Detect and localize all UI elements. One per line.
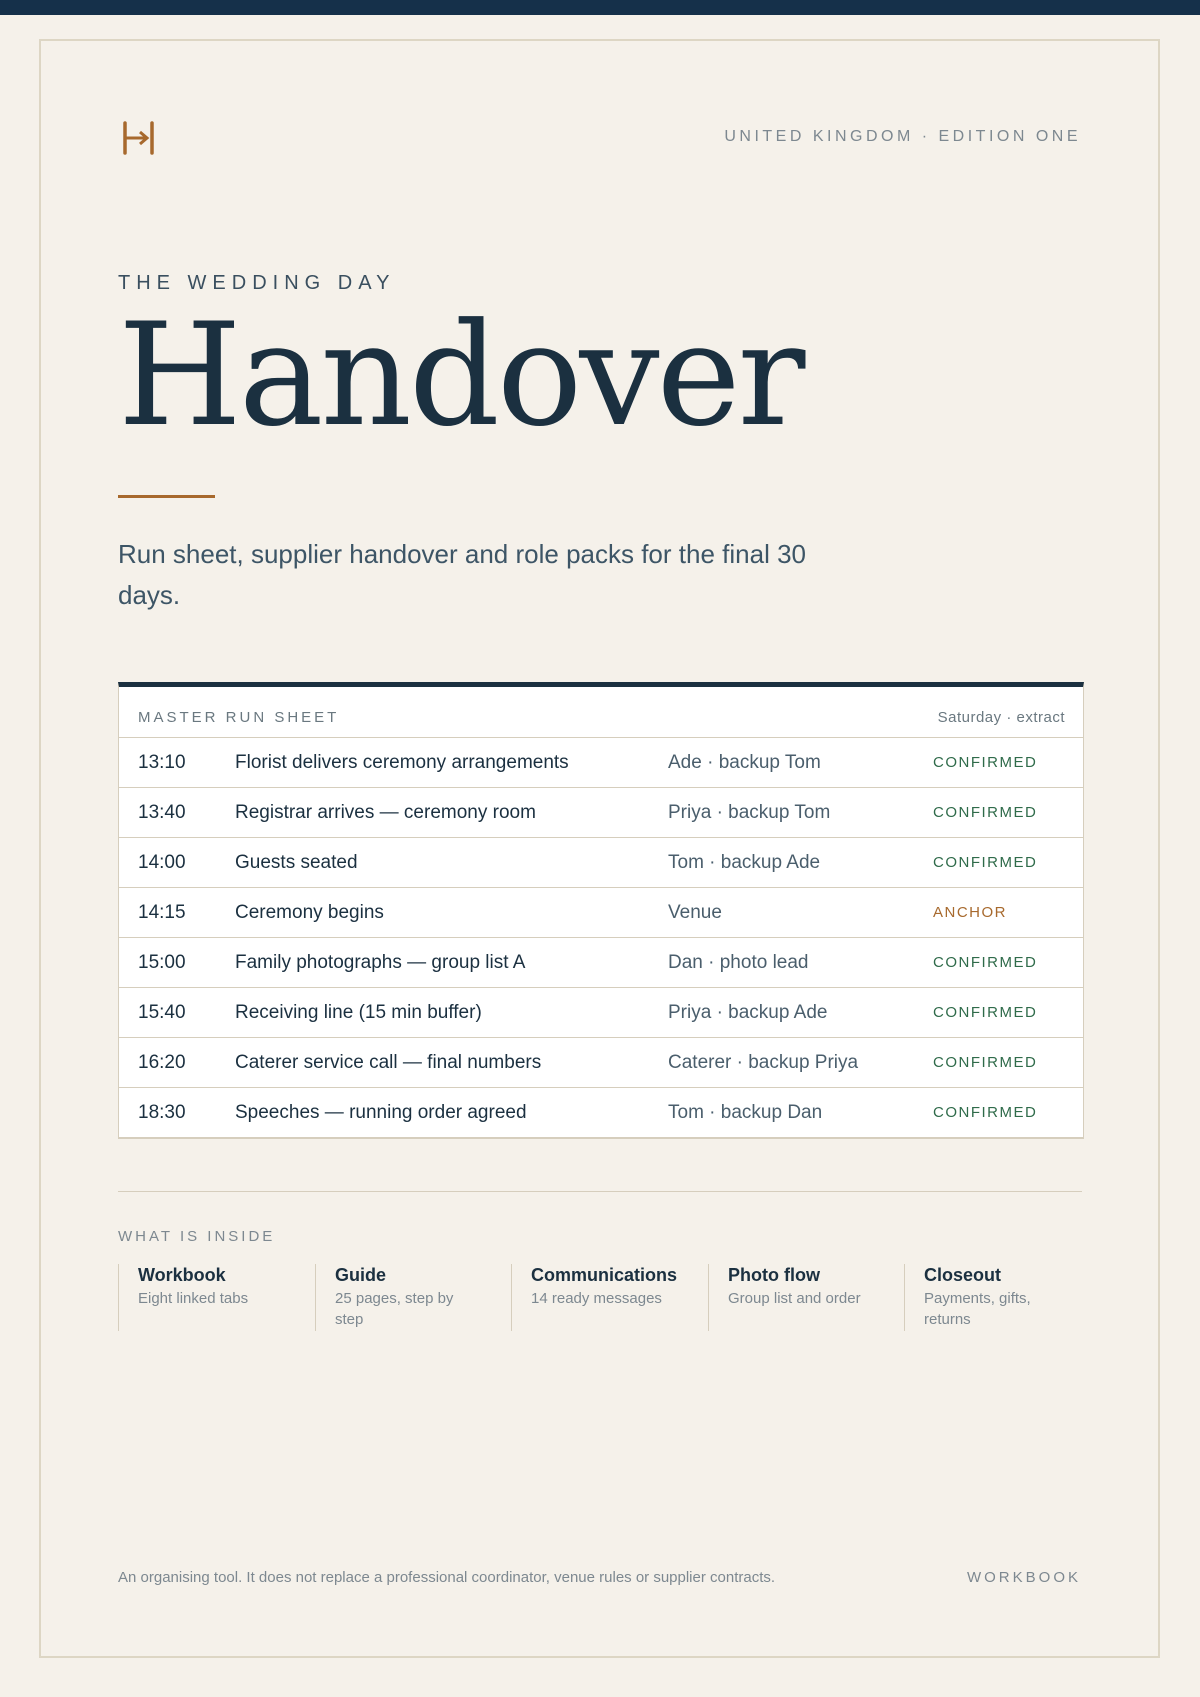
page-title: Handover [118, 293, 803, 458]
inside-item-desc: 14 ready messages [531, 1290, 662, 1307]
row-time: 13:10 [138, 752, 186, 773]
table-row [119, 888, 1083, 938]
row-task: Florist delivers ceremony arrangements [235, 752, 569, 773]
inside-item-communications [511, 1264, 707, 1331]
row-task: Registrar arrives — ceremony room [235, 802, 536, 823]
inside-item-name: Closeout [924, 1265, 1002, 1285]
inside-item-photo-flow [708, 1264, 904, 1331]
run-sheet-note: Saturday · extract [937, 709, 1065, 726]
h-arrow-logo-icon [122, 120, 156, 156]
row-owner: Priya · backup Ade [668, 1002, 828, 1023]
status-badge: ANCHOR [933, 904, 1008, 921]
row-time: 14:00 [138, 852, 186, 873]
edition-label: UNITED KINGDOM · EDITION ONE [724, 128, 1081, 145]
inside-section-label: WHAT IS INSIDE [118, 1228, 276, 1245]
row-time: 13:40 [138, 802, 186, 823]
page-subtitle: Run sheet, supplier handover and role packs for the final 30 days. [118, 539, 806, 610]
table-row [119, 738, 1083, 788]
inside-item-name: Guide [335, 1265, 387, 1285]
inside-item-closeout [904, 1264, 1100, 1331]
row-owner: Caterer · backup Priya [668, 1052, 859, 1073]
table-row [119, 788, 1083, 838]
row-time: 15:00 [138, 952, 186, 973]
inside-item-name: Communications [531, 1265, 678, 1285]
master-run-sheet [118, 682, 1084, 1139]
row-task: Family photographs — group list A [235, 952, 526, 973]
run-sheet-header [119, 687, 1083, 738]
row-task: Guests seated [235, 852, 358, 873]
inside-item-desc: Group list and order [728, 1290, 861, 1307]
row-time: 15:40 [138, 1002, 186, 1023]
row-owner: Tom · backup Dan [668, 1102, 823, 1123]
inside-item-desc: Eight linked tabs [138, 1290, 249, 1307]
row-owner: Tom · backup Ade [668, 852, 821, 873]
row-task: Caterer service call — final numbers [235, 1052, 542, 1073]
section-divider [118, 1191, 1082, 1192]
table-row [119, 838, 1083, 888]
inside-item-name: Workbook [138, 1265, 226, 1285]
status-badge: CONFIRMED [933, 954, 1038, 971]
inside-item-desc: 25 pages, step by step [335, 1290, 454, 1328]
row-task: Speeches — running order agreed [235, 1102, 527, 1123]
row-task: Ceremony begins [235, 902, 384, 923]
footer-disclaimer: An organising tool. It does not replace a professional coordinator, venue rules or supplier contracts. [118, 1569, 776, 1586]
row-owner: Venue [668, 902, 722, 923]
status-badge: CONFIRMED [933, 854, 1038, 871]
footer-mark: WORKBOOK [966, 1569, 1081, 1586]
row-owner: Priya · backup Tom [668, 802, 831, 823]
row-time: 14:15 [138, 902, 186, 923]
status-badge: CONFIRMED [933, 754, 1038, 771]
row-owner: Ade · backup Tom [668, 752, 821, 773]
eyebrow-label: THE WEDDING DAY [118, 272, 396, 294]
accent-rule [118, 495, 215, 498]
row-task: Receiving line (15 min buffer) [235, 1002, 482, 1023]
inside-item-name: Photo flow [728, 1265, 820, 1285]
status-badge: CONFIRMED [933, 1004, 1038, 1021]
row-time: 18:30 [138, 1102, 186, 1123]
table-row [119, 988, 1083, 1038]
status-badge: CONFIRMED [933, 804, 1038, 821]
run-sheet-title: MASTER RUN SHEET [138, 709, 340, 726]
inside-item-desc: Payments, gifts, returns [924, 1290, 1031, 1328]
top-bar [0, 0, 1200, 15]
row-time: 16:20 [138, 1052, 186, 1073]
table-row [119, 1038, 1083, 1088]
inside-item-guide [315, 1264, 511, 1331]
inside-item-workbook [118, 1264, 314, 1331]
status-badge: CONFIRMED [933, 1054, 1038, 1071]
table-row [119, 1088, 1083, 1137]
row-owner: Dan · photo lead [668, 952, 809, 973]
status-badge: CONFIRMED [933, 1104, 1038, 1121]
table-row [119, 938, 1083, 988]
